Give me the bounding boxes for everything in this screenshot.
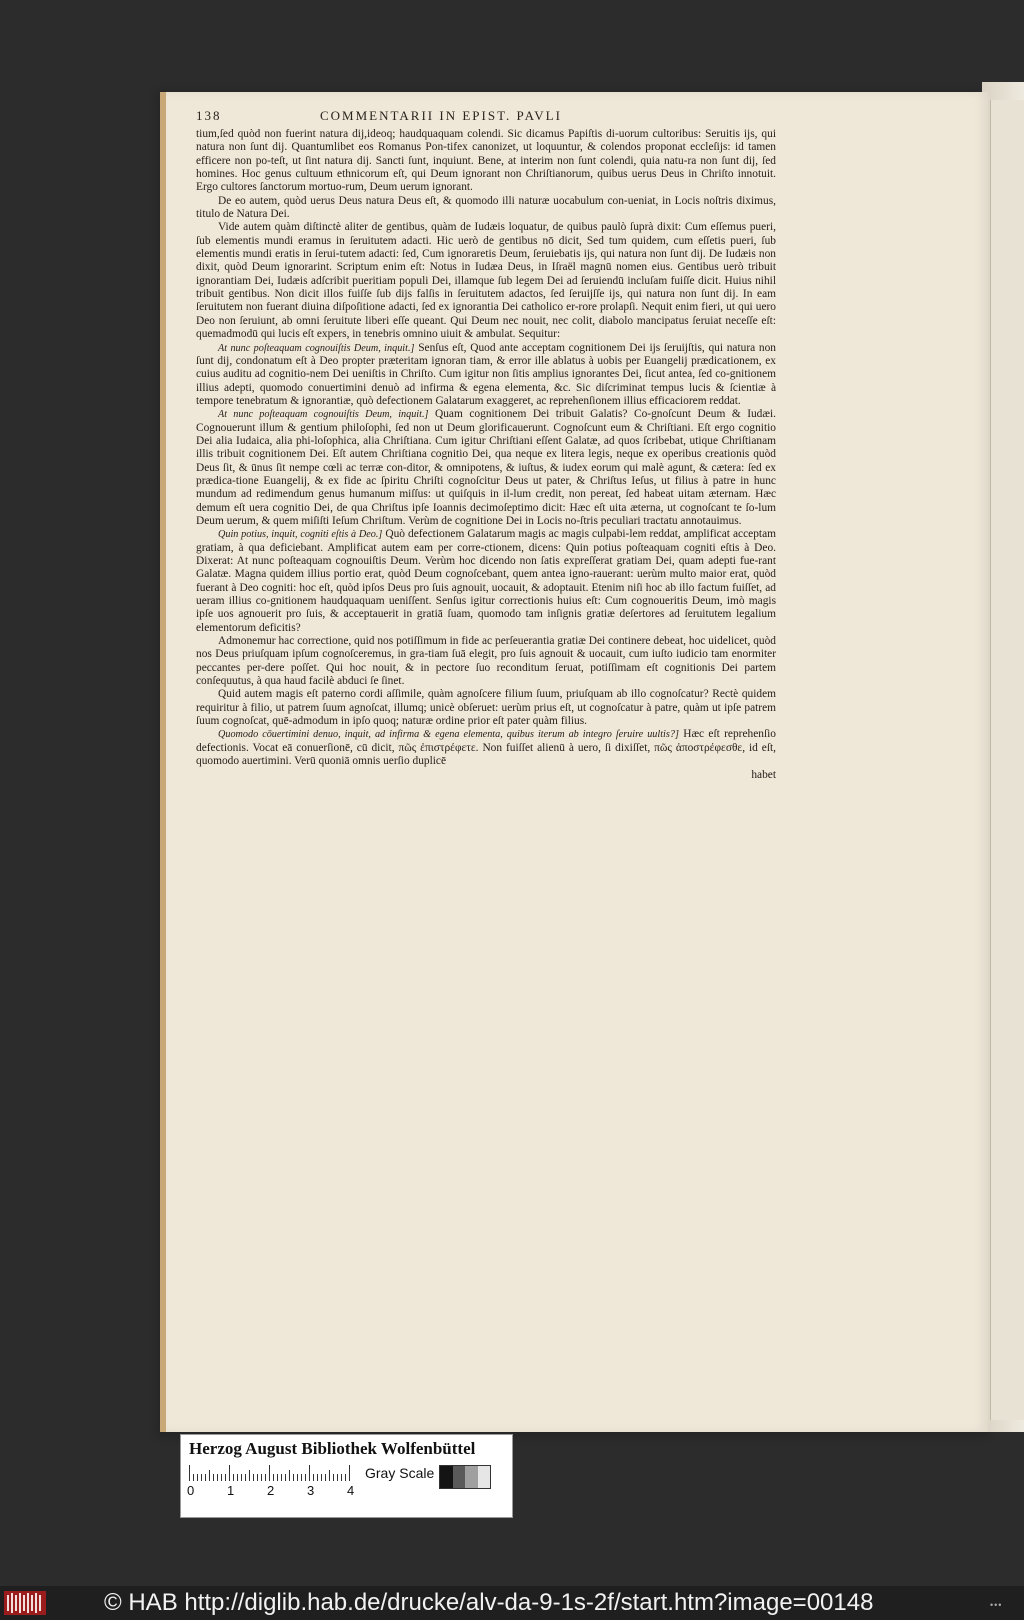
library-name: Herzog August Bibliothek Wolfenbüttel	[189, 1439, 476, 1458]
ruler-tick	[301, 1474, 302, 1481]
gray-swatch	[465, 1466, 478, 1488]
ruler-tick	[229, 1465, 230, 1481]
lemma: At nunc poſteaquam cognouiſtis Deum, inquit.]	[218, 409, 429, 421]
gray-scale-label: Gray Scale	[365, 1465, 435, 1481]
ruler-tick	[257, 1474, 258, 1481]
ruler-number: 1	[227, 1483, 235, 1498]
ruler-tick	[225, 1474, 226, 1481]
ruler-number: 4	[347, 1483, 355, 1498]
ruler-tick	[349, 1465, 350, 1481]
ruler-tick	[269, 1465, 270, 1481]
next-page-strip	[990, 100, 1024, 1420]
more-icon[interactable]: •••	[990, 1600, 1003, 1610]
ruler-number: 0	[187, 1483, 195, 1498]
paragraph-text: Quam cognitionem Dei tribuit Galatis? Co-gnoſcunt Deum & Iudæi. Cognouerunt illum & gentium philoſophi, ſed non ut Deum glorificauerunt. Cognoſcunt eum & Chriſtiani. Eſt ergo cognitio Dei alia Iudaica, alia phi-loſophica, alia Chriſtiana. Cum igitur Chriſtiani eſſent Galatæ, ad quos ſcribebat, utique Chriſtianam illis tribuit cognitionem Dei. Eſt autem Chriſtiana cognitio Dei, qua neque ex litera legis, neque ex operibus creationis quòd Deus ſit, & ūnus ſit nempe cœli ac terræ con-ditor, & omnipotens, & iuſtus, & iudex eorum qui malè agunt, & cætera: ſed ex prædica-tione Euangelij, & ex fide ac ſpiritu Chriſti cognoſcitur Deus ut pater, & Chriſtus Ieſus, ut filius à patre in hunc mundum ad redimendum genus humanum miſſus: ut quiſquis in il-lum credit, non pereat, ſed habeat uitam æternam. Hæc demum eſt uera cognitio Dei, de qua Chriſtus ipſe Ioannis decimoſeptimo dicit: Hæc eſt uita æterna, ut cognoſcant te ſo-lum Deum uerum, & quem miſiſti Ieſum Chriſtum. Verùm de cognitione Dei in Locis no-ſtris peculiari tractatu annotauimus.	[196, 408, 776, 527]
paragraph-text: De eo autem, quòd uerus Deus natura Deus eſt, & quomodo illi naturæ uocabulum con-ueniat, in Locis noſtris diximus, titulo de Natura Dei.	[196, 194, 776, 221]
catchword	[196, 769, 776, 782]
paragraph	[196, 221, 776, 341]
paragraph-text: Senſus eſt, Quod ante acceptam cognitionem Dei ijs ſeruijſtis, qui natura non ſunt dij, condonatum eſt à Deo propter præteritam ignoran tiam, & error ille ablatus à uobis per Euangelij prædicationem, ex cuius auditu ad cognitio-nem Dei ueniſtis in Chriſto. Cum igitur non ſitis amplius ignorantes Dei, ſicut antea, ſed co-gnitionem illius adepti, quomodo conuertimini denuò ad infirma & egena elementa, &c. Sic diſcriminat tempus lucis & ſcientiæ à tempore tenebratum & ignorantiæ, quò defectionem Galatarum exaggeret, ac reprehenſionem illius efficaciorem reddat.	[196, 341, 776, 407]
paragraph-text: habet	[751, 768, 776, 781]
ruler-tick	[333, 1474, 334, 1481]
ruler-tick	[245, 1474, 246, 1481]
ruler-tick	[265, 1474, 266, 1481]
ruler-tick	[261, 1474, 262, 1481]
ruler-tick	[189, 1465, 190, 1481]
paragraph-text: Quid autem magis eſt paterno cordi aſſimile, quàm agnoſcere filium ſuum, priuſquam ab illo cognoſcatur? Rectè quidem requiritur à filio, ut patrem ſuum agnoſcat, illumq; unicè obſeruet: uerùm prius eſt, ut cognoſcatur à patre, quàm ut ipſe patrem ſuum cognoſcat, quē-admodum in ipſo quoq; naturæ ordine prior eſt pater quàm filius.	[196, 688, 776, 728]
gray-swatch	[453, 1466, 466, 1488]
ruler-tick	[305, 1474, 306, 1481]
ruler-tick	[277, 1474, 278, 1481]
gray-swatch	[440, 1466, 453, 1488]
ruler-tick	[325, 1474, 326, 1481]
ruler-tick	[321, 1474, 322, 1481]
ruler-tick	[313, 1474, 314, 1481]
ruler-tick	[345, 1474, 346, 1481]
ruler-tick	[293, 1474, 294, 1481]
ruler-tick	[341, 1474, 342, 1481]
paragraph	[196, 195, 776, 222]
ruler-tick	[193, 1474, 194, 1481]
running-head: COMMENTARII IN EPIST. PAVLI	[320, 108, 562, 123]
ruler-tick	[217, 1474, 218, 1481]
ruler	[189, 1465, 357, 1481]
ruler-tick	[249, 1470, 250, 1481]
ruler-tick	[233, 1474, 234, 1481]
ruler-tick	[285, 1474, 286, 1481]
lemma: Quomodo cōuertimini denuo, inquit, ad infirma & egena elementa, quibus iterum ab integro ſeruire uultis?]	[218, 729, 679, 741]
paragraph-text: Vide autem quàm diſtinctè aliter de gentibus, quàm de Iudæis loquatur, de quibus paulò ſuprà dixit: Cum eſſemus pueri, ſub elementis mundi eramus in ſeruitutem adacti. Hic uerò de gentibus nō dicit, Sed tum quidem, cum eſſetis pueri, ſub elementis mundi eratis in ſerui-tutem adacti: ſed, Cum ignoraretis Deum, ſeruiebatis ijs, qui natura non ſunt dij. De Iudæis non dixit, quòd Deum ignorarint. Scriptum enim eſt: Notus in Iudæa Deus, in Iſraël magnū nomen eius. Gentibus uerò tribuit ignorantiam Dei, Iudæis adſcribit pueritiam populi Dei, illamque ſub legem Dei ad ſeruiendū incluſam fuiſſe dicit. Huius nihil tribuit gentibus. Non dicit illos fuiſſe ſub dijs falſis in ſeruitutem adactos, ſed ſeruijſſe ijs, qui natura non ſunt dij. In eam ſeruitutem non fuerant diuina diſpoſitione adacti, ſed ex ignorantia Dei catholico er-rore prolapſi. Nequit enim fieri, ut qui uero Deo non ſeruiunt, ab omni ſeruitute liberi eſſe queant. Qui Deum nec nouit, nec colit, diabolo mancipatus ſeruiat neceſſe eſt: quemadmodū qui lucis eſt expers, in tenebris omnino uiuit & ambulat. Sequitur:	[196, 221, 776, 341]
ruler-tick	[297, 1474, 298, 1481]
gray-swatches	[439, 1465, 491, 1489]
ruler-tick	[317, 1474, 318, 1481]
ruler-tick	[205, 1474, 206, 1481]
ruler-number: 2	[267, 1483, 275, 1498]
ruler-tick	[213, 1474, 214, 1481]
ruler-tick	[237, 1474, 238, 1481]
paragraph	[196, 528, 776, 635]
ruler-tick	[329, 1470, 330, 1481]
color-scale-card	[180, 1434, 513, 1518]
paragraph	[196, 128, 776, 195]
source-link[interactable]: © HAB http://diglib.hab.de/drucke/alv-da-9-1s-2f/start.htm?image=00148	[104, 1589, 874, 1616]
ruler-tick	[309, 1465, 310, 1481]
ruler-tick	[197, 1474, 198, 1481]
paragraph-text: Hæc eſt reprehenſio defectionis. Vocat eā conuerſionē, cū dicit, πῶς ἐπιστρέφετε. Non fuiſſet alienū à uero, ſi dixiſſet, πῶς ἀποστρέφεσθε, id eſt, quomodo auertimini. Verū quoniā omnis uerſio duplicē	[196, 728, 776, 768]
paragraph-text: Quò defectionem Galatarum magis ac magis culpabi-lem reddat, amplificat acceptam gratiam, à qua deficiebant. Amplificat autem eam per corre-ctionem, dicens: Quin potius poſteaquam cogniti eſtis à Deo. Dixerat: At nunc poſteaquam cognouiſtis Deum. Verùm hoc dicendo non ſatis expreſſerat gratiam Dei, quam adepti fue-rant Galatæ. Magna quidem illius portio erat, quòd Deum cognoſcebant, quem antea igno-rauerant: uerùm multo maior erat, quòd fuerant à Deo cogniti: hoc eſt, quòd ipſos Deus pro ſuis agnouit, uocauit, & adoptauit. Etenim niſi hoc ab illo factum fuiſſet, ad ueram illius co-gnitionem haudquaquam ueniſſent. Senſus igitur correctionis huius eſt: Cum cognoueritis Deum, imò magis ipſe uos agnouerit pro ſuis, & acceptauerit in gratiā ſuam, quomodo tam inſignis gratiæ deſertores ad ſeruitutem legalium elementorum deficitis?	[196, 528, 776, 634]
ruler-tick	[281, 1474, 282, 1481]
hab-logo-icon	[4, 1591, 46, 1615]
ruler-tick	[337, 1474, 338, 1481]
paragraph	[196, 728, 776, 768]
paragraph-text: tium,ſed quòd non fuerint natura dij,ideoq; haudquaquam colendi. Sic dicamus Papiſtis di-uorum cultoribus: Seruitis ijs, qui natura non ſunt dij. Quantumlibet eos Romanus Pon-tifex canonizet, ut loquuntur, & colendos proponat eccleſijs: id tamen efficere non po-teſt, ut ſint natura dij. Sancti ſunt, inquiunt. Bene, at interim non ſunt colendi, quia natu-ra non ſunt dij, ſed homines. Hoc genus cultuum ethnicorum eſt, qui Deum ignorant non Chriſtianorum, quibus uerus Deus in Chriſto innotuit. Ergo cultores ſanctorum mortuo-rum, Deum uerum ignorant.	[196, 128, 776, 194]
paragraph	[196, 408, 776, 528]
lemma: Quin potius, inquit, cogniti eſtis à Deo.]	[218, 529, 383, 541]
paragraph	[196, 635, 776, 688]
gray-swatch	[478, 1466, 491, 1488]
ruler-number: 3	[307, 1483, 315, 1498]
footer-bar	[0, 1586, 1024, 1620]
ruler-tick	[253, 1474, 254, 1481]
paragraph	[196, 342, 776, 409]
page-number: 138	[196, 108, 222, 123]
ruler-tick	[289, 1470, 290, 1481]
paragraph	[196, 688, 776, 728]
ruler-tick	[221, 1474, 222, 1481]
ruler-tick	[241, 1474, 242, 1481]
text-block	[196, 128, 776, 782]
ruler-tick	[273, 1474, 274, 1481]
paragraph-text: Admonemur hac correctione, quid nos potiſſimum in fide ac perſeuerantia gratiæ Dei continere debeat, hoc uidelicet, quòd nos Deus priuſquam ipſum cognoſceremus, in gra-tiam ſuā elegit, pro ſuis agnouit & uocauit, cum iuſto iudicio tam enormiter peccantes per-dere poſſet. Qui hoc nouit, & in pectore ſuo reconditum ſeruat, potiſſimam eſt cognitionis Dei partem conſequutus, à qua haud facilè abduci ſe ſinet.	[196, 635, 776, 688]
ruler-tick	[201, 1474, 202, 1481]
ruler-tick	[209, 1470, 210, 1481]
lemma: At nunc poſteaquam cognouiſtis Deum, inquit.]	[218, 342, 415, 354]
